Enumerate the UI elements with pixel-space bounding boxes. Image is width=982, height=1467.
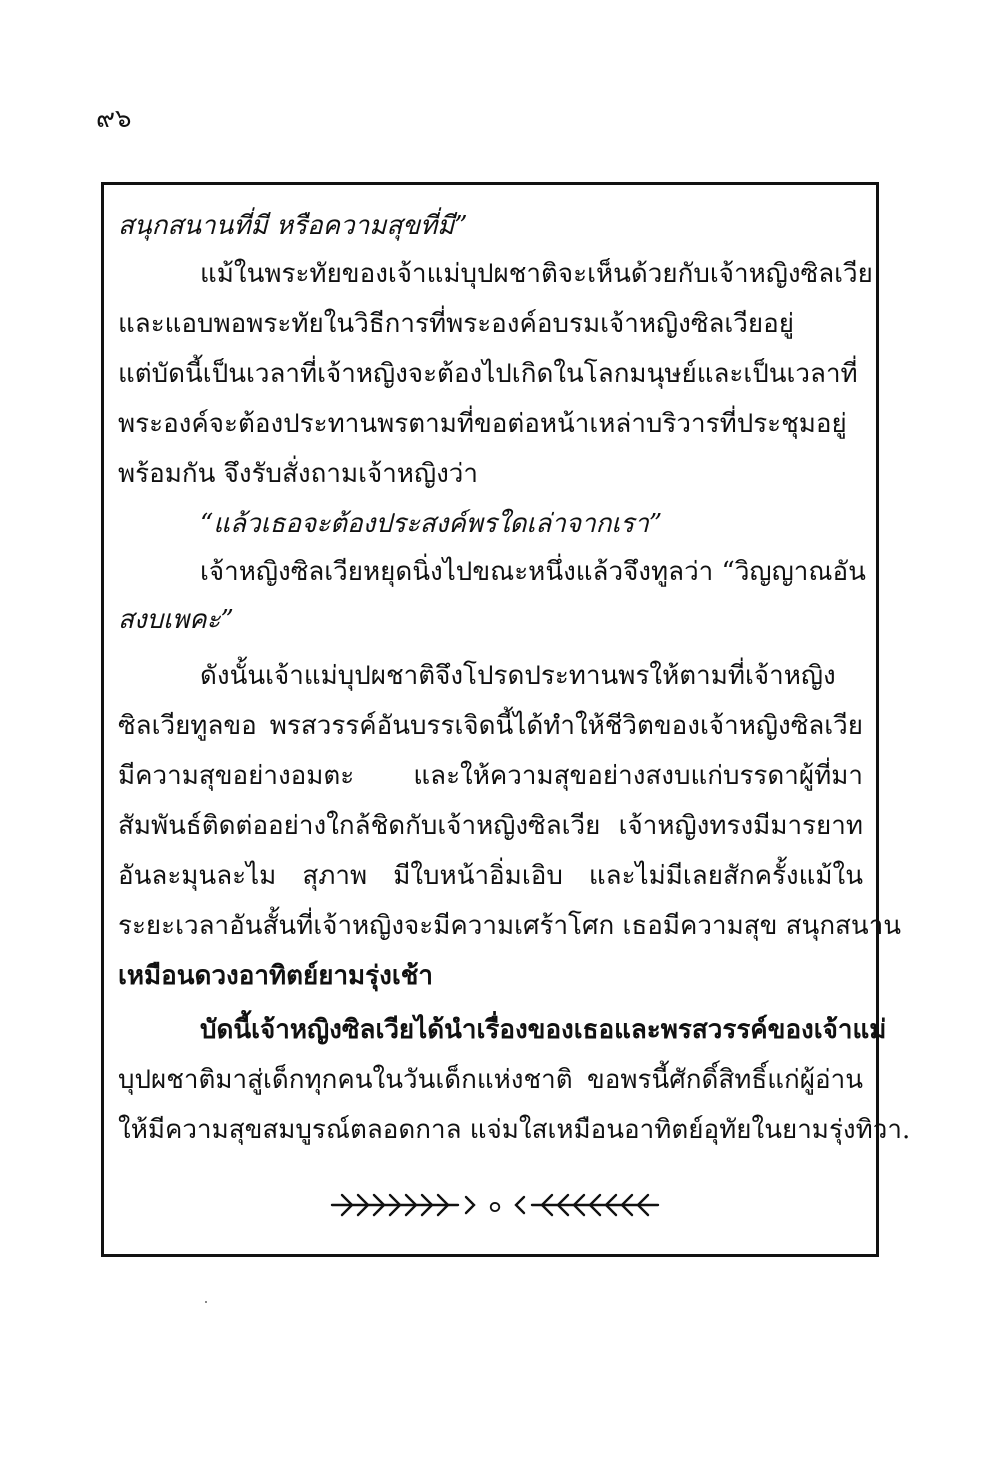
text-line-10: ดังนั้นเจ้าแม่บุปผชาติจึงโปรดประทานพรให้ตามที่เจ้าหญิง: [200, 661, 836, 691]
text-line-16: เหมือนดวงอาทิตย์ยามรุ่งเช้า: [118, 961, 433, 991]
text-line-3: และแอบพอพระทัยในวิธีการที่พระองค์อบรมเจ้าหญิงซิลเวียอยู่: [118, 309, 794, 339]
text-line-18: บุปผชาติมาสู่เด็กทุกคนในวันเด็กแห่งชาติ ขอพรนี้ศักดิ์สิทธิ์แก่ผู้อ่าน: [118, 1065, 863, 1095]
text-line-19: ให้มีความสุขสมบูรณ์ตลอดกาล แจ่มใสเหมือนอาทิตย์อุทัยในยามรุ่งทิวา.: [118, 1115, 911, 1145]
text-line-8: เจ้าหญิงซิลเวียหยุดนิ่งไปขณะหนึ่งแล้วจึงทูลว่า “วิญญาณอัน: [200, 557, 866, 587]
text-line-17: บัดนี้เจ้าหญิงซิลเวียได้นำเรื่องของเธอและพรสวรรค์ของเจ้าแม่: [200, 1015, 887, 1045]
text-line-1: สนุกสนานที่มี หรือความสุขที่มี”: [118, 211, 468, 241]
text-line-12: มีความสุขอย่างอมตะ และให้ความสุขอย่างสงบแก่บรรดาผู้ที่มา: [118, 761, 863, 791]
page-number: ๙๖: [96, 104, 132, 134]
text-line-13: สัมพันธ์ติดต่ออย่างใกล้ชิดกับเจ้าหญิงซิลเวีย เจ้าหญิงทรงมีมารยาท: [118, 811, 863, 841]
text-line-4: แต่บัดนี้เป็นเวลาที่เจ้าหญิงจะต้องไปเกิดในโลกมนุษย์และเป็นเวลาที่: [118, 359, 858, 389]
text-line-11: ซิลเวียทูลขอ พรสวรรค์อันบรรเจิดนี้ได้ทำให้ชีวิตของเจ้าหญิงซิลเวีย: [118, 711, 863, 741]
text-line-15: ระยะเวลาอันสั้นที่เจ้าหญิงจะมีความเศร้าโศก เธอมีความสุข สนุกสนาน: [118, 911, 902, 941]
text-line-14: อันละมุนละไม สุภาพ มีใบหน้าอิ่มเอิบ และไม่มีเลยสักครั้งแม้ใน: [118, 861, 863, 891]
text-line-9: สงบเพคะ”: [118, 605, 234, 635]
text-line-5: พระองค์จะต้องประทานพรตามที่ขอต่อหน้าเหล่าบริวารที่ประชุมอยู่: [118, 409, 847, 439]
speck: [205, 1301, 207, 1303]
text-line-7: “แล้วเธอจะต้องประสงค์พรใดเล่าจากเรา”: [200, 509, 663, 539]
ornament-center-text: ๐: [488, 1193, 502, 1218]
laurel-divider-icon: [330, 1188, 660, 1222]
text-line-6: พร้อมกัน จึงรับสั่งถามเจ้าหญิงว่า: [118, 459, 478, 489]
text-line-2: แม้ในพระทัยของเจ้าแม่บุปผชาติจะเห็นด้วยกับเจ้าหญิงซิลเวีย: [200, 259, 873, 289]
